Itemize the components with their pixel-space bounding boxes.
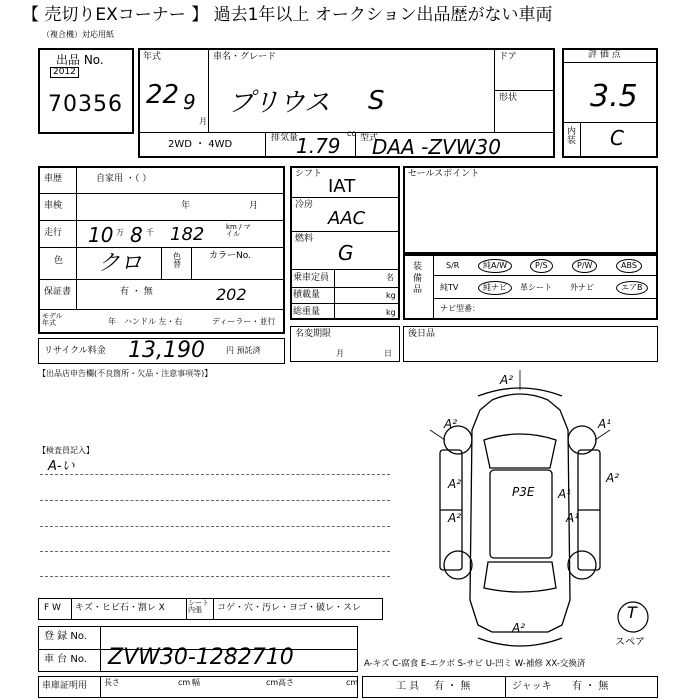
diagram-mark: A²: [500, 373, 514, 387]
equip-row2-item-3: 外ナビ: [570, 283, 594, 292]
inspector-note: A-い: [48, 459, 75, 474]
diagram-mark: A²: [606, 471, 620, 485]
equip-row2-item-0: 純TV: [440, 283, 459, 292]
equip-row2-item-1: 純ナビ: [478, 281, 512, 295]
sales-point-box: [403, 166, 658, 254]
reg-label: 登 録 No.: [44, 631, 87, 642]
cert-unit-1: cm: [178, 678, 191, 687]
dealer-label: ディーラー・並行: [212, 317, 276, 326]
equip-row1-item-0: S/R: [446, 261, 460, 270]
interior-value: C: [610, 126, 624, 150]
cert-length: 長さ: [104, 678, 120, 687]
score-value: 3.5: [590, 79, 638, 114]
diagram-mark: P3E: [512, 485, 535, 499]
lot-label: 出品 No.: [56, 53, 104, 67]
interior-label: 内装: [567, 127, 577, 146]
warranty-value: 有 ・ 無: [120, 287, 153, 297]
seat-label: シート 内張: [188, 599, 209, 614]
mileage-unit: km / マイル: [226, 223, 251, 238]
mileage-label: 走行: [44, 228, 63, 238]
model-label: 型式: [360, 133, 379, 143]
shift-label: シフト: [295, 169, 323, 179]
inspection-label: 車検: [44, 201, 63, 211]
later-box: [403, 326, 658, 362]
tools-label: 工 具: [396, 681, 420, 692]
lot-year-stamp: 2012: [50, 67, 79, 78]
jack-label: ジャッキ: [512, 681, 552, 692]
name-change-label: 名変期限: [295, 329, 332, 339]
month-unit: 月: [199, 117, 207, 126]
mileage-man-unit: 万: [116, 228, 124, 237]
weight-label: 総重量: [293, 307, 321, 317]
model-value: DAA -ZVW30: [372, 135, 501, 159]
diagram-mark: A²: [512, 621, 526, 635]
seat-text: コゲ・穴・汚レ・ヨゴ・破レ・スレ: [217, 603, 362, 613]
inspector-label: 【検査員記入】: [38, 446, 94, 455]
spare-label: スペア: [615, 637, 645, 648]
ac-label: 冷房: [295, 200, 314, 210]
color-no-value: 202: [216, 285, 247, 304]
declaration-label: 【出品店申告欄(不良箇所・欠品・注意事項等)】: [38, 369, 213, 378]
inspection-year: 年: [181, 201, 191, 211]
year-label: 年式: [143, 52, 162, 62]
capacity-unit: 名: [386, 273, 394, 282]
diagram-mark: A¹: [558, 487, 572, 501]
diagram-mark: A²: [444, 417, 458, 431]
displacement-unit: cc: [347, 129, 356, 138]
equip-row1-item-1: 純A/W: [478, 259, 512, 273]
color-value: クロ: [98, 251, 143, 276]
navi-label: ナビ型番：: [440, 304, 480, 313]
grade-value: S: [368, 86, 385, 116]
door-label: ドア: [499, 52, 517, 62]
equip-row2-item-4: エアB: [616, 281, 648, 295]
name-label: 車名・グレード: [213, 52, 277, 62]
fw-label: F W: [44, 603, 61, 613]
car-history-label: 車歴: [44, 174, 63, 184]
equip-row1-item-4: ABS: [616, 259, 642, 273]
cert-unit-3: cm: [346, 678, 359, 687]
equip-row2-item-2: 革シート: [520, 283, 552, 292]
shift-value: IAT: [328, 176, 356, 197]
diagram-mark: A¹: [566, 511, 580, 525]
sales-point-label: セールスポイント: [408, 169, 480, 179]
chassis-value: ZVW30-1282710: [108, 645, 294, 670]
cert-unit-2: cm: [266, 678, 279, 687]
mileage-sen-unit: 千: [146, 228, 154, 237]
inspection-month: 月: [249, 201, 259, 211]
car-name: プリウス: [228, 88, 331, 118]
handle-label: ハンドル 左・右: [124, 317, 183, 326]
diagram-mark: A²: [448, 477, 462, 491]
car-history-value: 自家用 ・（ ）: [96, 174, 152, 184]
mileage-man: 10: [88, 223, 114, 247]
month-value: 9: [183, 90, 196, 114]
fuel-value: G: [338, 241, 354, 265]
mileage-rest: 182: [170, 224, 205, 245]
name-change-day: 日: [384, 349, 392, 358]
damage-legend: A-キズ C-腐食 E-エクボ S-サビ U-凹ミ W-補修 XX-交換済: [364, 659, 586, 669]
mileage-sen: 8: [130, 223, 143, 247]
banner-title: 【 売切りEXコーナー 】 過去1年以上 オークション出品歴がない車両: [22, 5, 553, 25]
equip-row1-item-3: P/W: [572, 259, 597, 273]
load-label: 積載量: [293, 290, 321, 300]
color-change-label: 色替: [173, 252, 181, 269]
cert-height: 高さ: [278, 678, 294, 687]
color-no-label: カラーNo.: [209, 251, 251, 261]
displacement-value: 1.79: [296, 134, 341, 158]
score-label: 評 価 点: [588, 50, 621, 60]
drive-label: 2WD ・ 4WD: [168, 139, 233, 150]
shape-label: 形状: [499, 93, 518, 103]
spare-mark: T: [627, 603, 637, 622]
year-value: 22: [146, 80, 180, 110]
fw-text: キズ・ヒビ石・割レ X: [75, 603, 165, 613]
warranty-label: 保証書: [44, 287, 72, 297]
weight-unit: kg: [386, 308, 396, 317]
model-row-year: 年: [108, 317, 116, 326]
diagram-mark: A¹: [598, 417, 612, 431]
name-change-unit: 月: [336, 349, 344, 358]
load-unit: kg: [386, 291, 396, 300]
later-label: 後日品: [408, 329, 436, 339]
recycle-value: 13,190: [128, 338, 205, 363]
recycle-label: リサイクル料金: [44, 346, 106, 356]
jack-value: 有 ・ 無: [572, 681, 609, 692]
top-note: （複合機）対応用紙: [42, 30, 114, 39]
recycle-unit: 円 預託済: [226, 346, 261, 355]
model-row-label: モデル 年式: [42, 312, 63, 327]
ac-value: AAC: [328, 208, 366, 229]
chassis-label: 車 台 No.: [44, 654, 87, 665]
equip-row1-item-2: P/S: [530, 259, 553, 273]
certificate-label: 車庫証明用: [42, 681, 88, 691]
tools-value: 有 ・ 無: [434, 681, 471, 692]
equipment-label: 装備品: [413, 262, 423, 296]
diagram-mark: A²: [448, 511, 462, 525]
lot-number: 70356: [48, 92, 123, 117]
capacity-label: 乗車定員: [293, 273, 330, 283]
color-label: 色: [54, 256, 64, 266]
displacement-label: 排気量: [271, 133, 299, 143]
cert-width: 幅: [192, 678, 200, 687]
fuel-label: 燃料: [295, 234, 314, 244]
